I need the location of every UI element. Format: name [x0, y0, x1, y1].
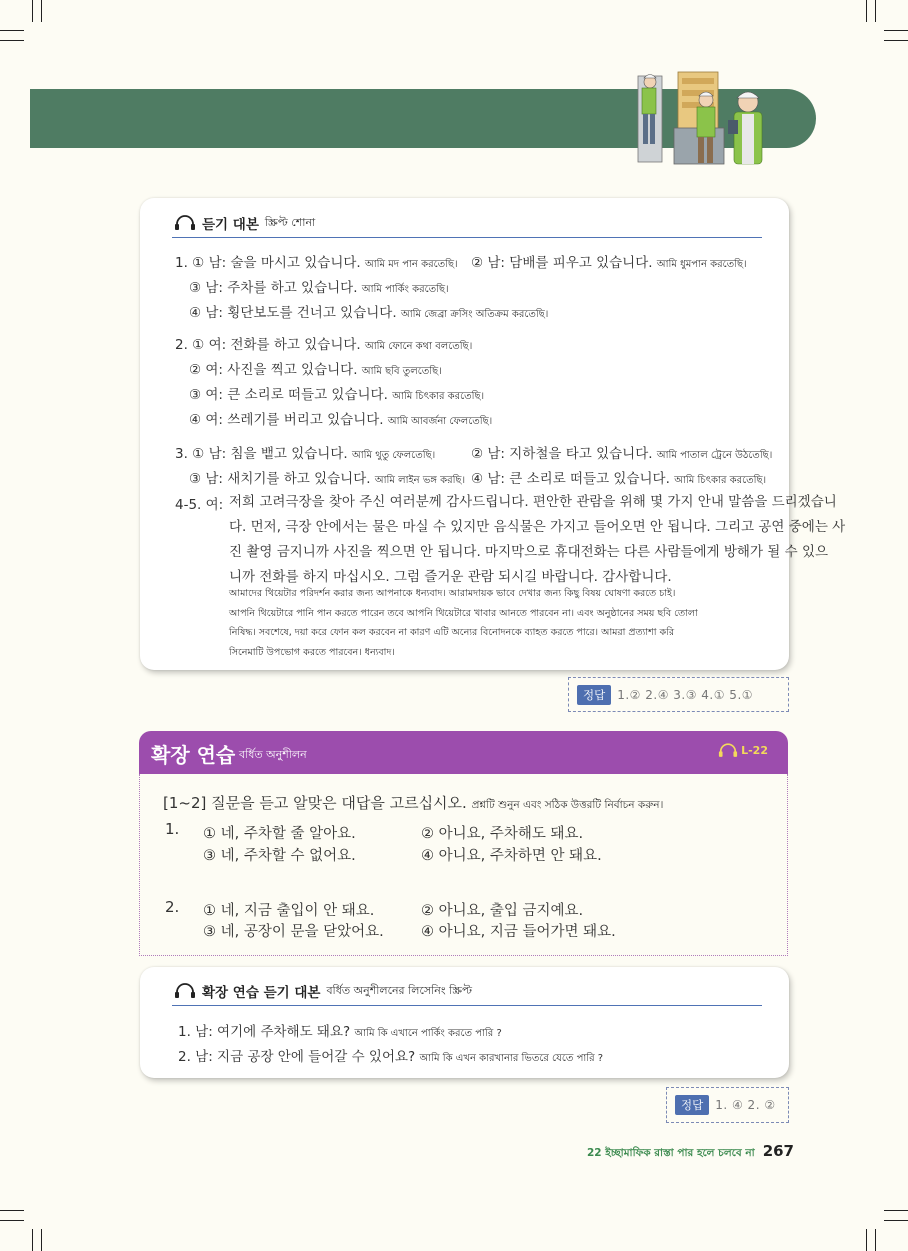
answer-values: 1.② 2.④ 3.③ 4.① 5.① — [617, 687, 754, 702]
extension-practice-header — [139, 731, 788, 774]
card-title: 확장 연습 듣기 대본 — [202, 985, 321, 1001]
question-number: 1. — [165, 820, 180, 838]
q3-option-1: 3. ① 남: 침을 뱉고 있습니다. আমি থুতু ফেলতেছি। — [175, 446, 436, 462]
answer-label: 정답 — [577, 685, 611, 705]
option-1[interactable]: ① 네, 주차할 줄 알아요. — [203, 826, 356, 842]
card-subtitle: বর্ধিত অনুশীলনের লিসেনিং স্ক্রিপ্ট — [326, 983, 472, 997]
option-4[interactable]: ④ 아니요, 지금 들어가면 돼요. — [421, 924, 616, 940]
question-instruction: [1~2] 질문을 듣고 알맞은 대답을 고르십시오. প্রশ্নটি শুনুন এবং সঠিক উত্তরটি নির্বাচন করুন। — [163, 794, 664, 812]
q45-korean-text: 저희 고려극장을 찾아 주신 여러분께 감사드립니다. 편안한 관람을 위해 몇 가지 안내 말씀을 드리겠습니 다. 먼저, 극장 안에서는 물은 마실 수 있지만 음식물은 가지고 들어오면 안 됩니다. 그리고 공연 중에는 사 진 촬영 금지니까 사진을 찍으면 안 됩니다. 마지막으로 휴대전화는 다른 사람들에게 방해가 될 수 있으 니까 전화를 하지 마십시오. 그럼 즐거운 관람 되시길 바랍니다. 감사합니다. — [229, 494, 846, 585]
headphones-icon — [174, 215, 196, 231]
crop-mark — [0, 1210, 24, 1211]
q1-option-1: 1. ① 남: 술을 마시고 있습니다. আমি মদ পান করতেছি। — [175, 255, 458, 271]
q2-option-2: ② 여: 사진을 찍고 있습니다. আমি ছবি তুলতেছি। — [189, 362, 442, 378]
q3-option-2: ② 남: 지하철을 타고 있습니다. আমি পাতাল ট্রেনে উঠতেছি। — [471, 446, 773, 462]
option-2[interactable]: ② 아니요, 출입 금지예요. — [421, 903, 584, 919]
chapter-title: 22 ইচ্ছামাফিক রাস্তা পার হলে চলবে না — [587, 1147, 755, 1159]
answer-box — [568, 677, 789, 712]
crop-mark — [32, 1229, 33, 1251]
crop-mark — [0, 1220, 24, 1221]
option-3[interactable]: ③ 네, 주차할 수 없어요. — [203, 848, 356, 864]
crop-mark — [41, 0, 42, 22]
page-number: 267 — [762, 1142, 794, 1160]
extension-title: 확장 연습 — [151, 743, 236, 767]
crop-mark — [875, 0, 876, 22]
answer-values: 1. ④ 2. ② — [715, 1098, 776, 1112]
q1-option-3: ③ 남: 주차를 하고 있습니다. আমি পার্কিং করতেছি। — [189, 280, 449, 296]
crop-mark — [866, 0, 867, 22]
crop-mark — [32, 0, 33, 22]
script-line-1: 1. 남: 여기에 주차해도 돼요? আমি কি এখানে পার্কিং করতে পারি ? — [178, 1024, 502, 1040]
audio-track: L-22 — [718, 743, 768, 758]
headphones-icon — [174, 983, 196, 999]
factory-workers-illustration — [630, 68, 780, 168]
crop-mark — [884, 1220, 908, 1221]
q2-option-3: ③ 여: 큰 소리로 떠들고 있습니다. আমি চিৎকার করতেছি। — [189, 387, 485, 403]
crop-mark — [41, 1229, 42, 1251]
script-line-2: 2. 남: 지금 공장 안에 들어갈 수 있어요? আমি কি এখন কারখানার ভিতরে যেতে পারি ? — [178, 1049, 604, 1065]
option-2[interactable]: ② 아니요, 주차해도 돼요. — [421, 826, 584, 842]
card-title: 듣기 대본 — [202, 217, 259, 233]
extension-subtitle: বর্ধিত অনুশীলন — [239, 748, 307, 761]
q1-option-4: ④ 남: 횡단보도를 건너고 있습니다. আমি জেব্রা ক্রসিং অতিক্রম করতেছি। — [189, 305, 549, 321]
option-1[interactable]: ① 네, 지금 출입이 안 돼요. — [203, 903, 375, 919]
page-footer — [587, 1142, 794, 1163]
q45-label: 4-5. 여: — [175, 497, 224, 513]
q2-option-4: ④ 여: 쓰레기를 버리고 있습니다. আমি আবর্জনা ফেলতেছি। — [189, 412, 493, 428]
divider — [172, 237, 762, 238]
divider — [172, 1005, 762, 1006]
question-number: 2. — [165, 898, 180, 916]
crop-mark — [884, 40, 908, 41]
q45-bengali-translation: আমাদের থিয়েটার পরিদর্শন করার জন্য আপনাকে ধন্যবাদ। আরামদায়ক ভাবে দেখার জন্য কিছু বিষয় ঘোষণা করতে চাই। আপনি থিয়েটারে পানি পান করতে পারেন তবে আপনি থিয়েটারে খাবার আনতে পারবেন না। এবং অনুষ্ঠানের সময় ছবি তোলা নিষিদ্ধ। সবশেষে, দয়া করে ফোন কল করবেন না কারণ এটি অন্যের বিনোদনকে ব্যাহত করতে পারে। আমরা প্রত্যাশা করি সিনেমাটি উপভোগ করতে পারবেন। ধন্যবাদ। — [229, 588, 698, 658]
answer-box — [666, 1087, 789, 1123]
crop-mark — [884, 30, 908, 31]
crop-mark — [866, 1229, 867, 1251]
option-3[interactable]: ③ 네, 공장이 문을 닫았어요. — [203, 924, 384, 940]
crop-mark — [0, 40, 24, 41]
q2-option-1: 2. ① 여: 전화를 하고 있습니다. আমি ফোনে কথা বলতেছি। — [175, 337, 473, 353]
card-subtitle: স্ক্রিপ্ট শোনা — [264, 215, 316, 229]
crop-mark — [0, 30, 24, 31]
crop-mark — [875, 1229, 876, 1251]
crop-mark — [884, 1210, 908, 1211]
answer-label: 정답 — [675, 1095, 709, 1115]
q3-option-3: ③ 남: 새치기를 하고 있습니다. আমি লাইন ভঙ্গ করছি। — [189, 471, 466, 487]
headphones-icon — [718, 743, 738, 758]
q1-option-2: ② 남: 담배를 피우고 있습니다. আমি ধুমপান করতেছি। — [471, 255, 747, 271]
option-4[interactable]: ④ 아니요, 주차하면 안 돼요. — [421, 848, 602, 864]
q3-option-4: ④ 남: 큰 소리로 떠들고 있습니다. আমি চিৎকার করতেছি। — [471, 471, 767, 487]
